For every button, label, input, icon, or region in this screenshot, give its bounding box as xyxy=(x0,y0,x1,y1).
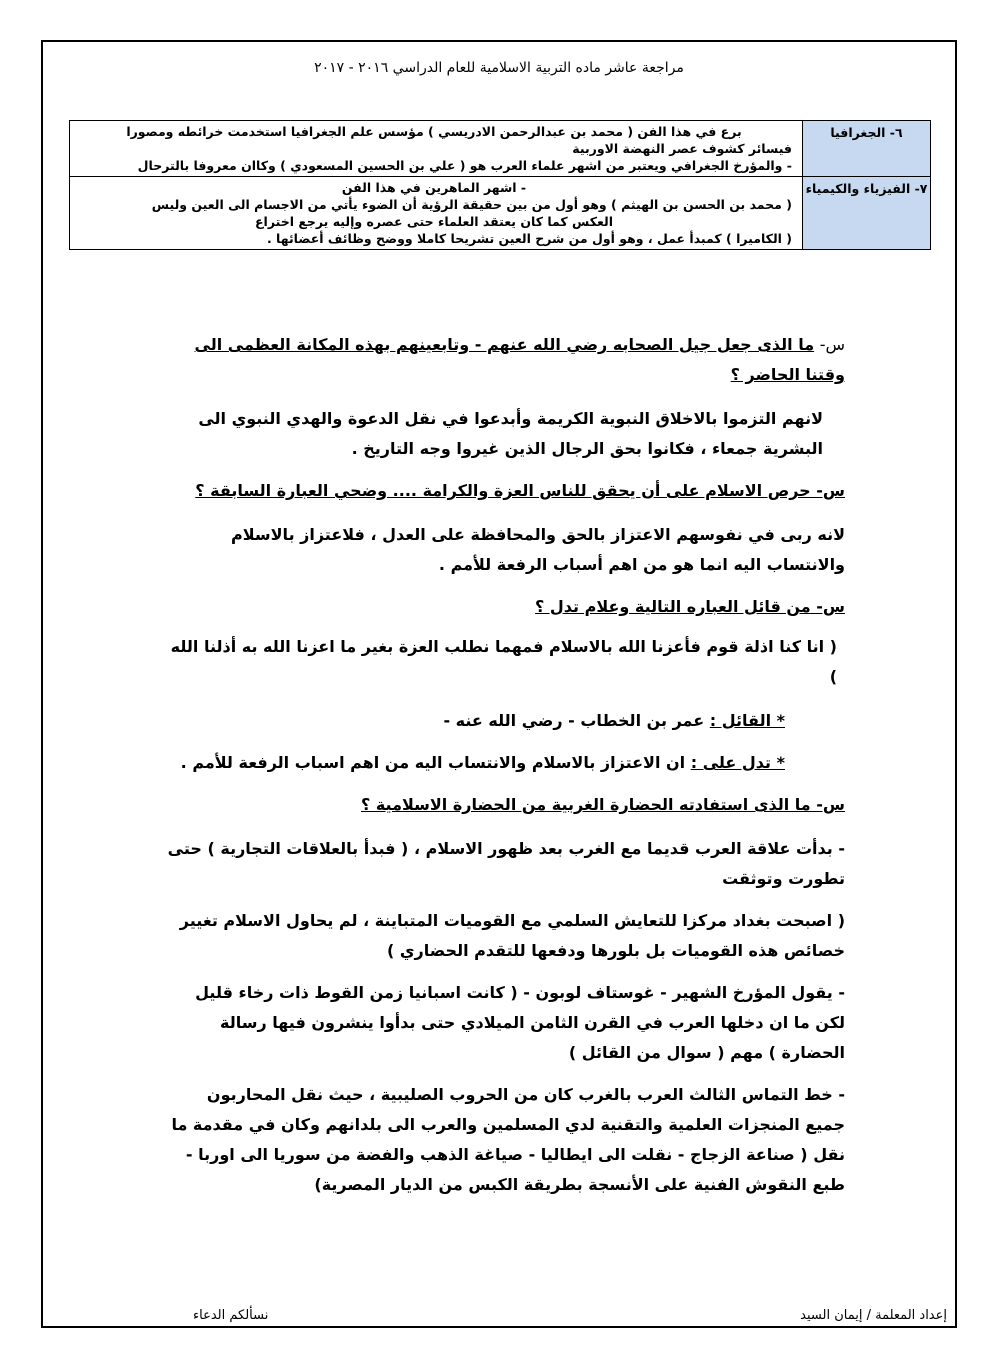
qa-section xyxy=(165,330,845,1200)
row-line: - والمؤرخ الجغرافي ويعتبر من اشهر علماء العرب هو ( علي بن الحسين المسعودي ) وكاان معروفا بالترحال xyxy=(137,158,792,173)
paragraph-1: - بدأت علاقة العرب قديما مع الغرب بعد ظهور الاسلام ، ( فبدأ بالعلاقات التجارية ) حتى تطورت وتوثقت xyxy=(167,839,845,888)
row-line: برع في هذا الفن ( محمد بن عبدالرحمن الادريسي ) مؤسس علم الجغرافيا استخدمت خرائطه ومصورا xyxy=(126,124,742,139)
answer-1: لانهم التزموا بالاخلاق النبوية الكريمة وأبدعوا في نقل الدعوة والهدي النبوي الى البشرية جمعاء ، فكانوا بحق الرجال الذين غيروا وجه التاريخ . xyxy=(198,409,823,458)
question-prefix: س- xyxy=(819,335,845,354)
question-1 xyxy=(165,330,845,390)
row-label: ٧- الفيزياء والكيمياء xyxy=(803,177,931,250)
sayer-label: * القائل : xyxy=(709,711,785,730)
question-4: س- ما الذى استفادته الحضارة الغربية من الحضارة الاسلامية ؟ xyxy=(361,795,845,814)
subjects-table xyxy=(69,120,931,250)
row-content xyxy=(70,121,803,177)
paragraph-2: ( اصبحت بغداد مركزا للتعايش السلمي مع القوميات المتباينة ، لم يحاول الاسلام تغيير خصائص هذه القوميات بل بلورها ودفعها للتقدم الحضاري ) xyxy=(179,911,845,960)
paragraph-3: - يقول المؤرخ الشهير - غوستاف لوبون - ( كانت اسبانيا زمن القوط ذات رخاء قليل لكن ما ان دخلها العرب في القرن الثامن الميلادي حتى بدأوا ينشرون فيها رسالة الحضارة ) مهم ( سوال من القائل ) xyxy=(195,983,845,1062)
row-line: - اشهر الماهرين في هذا الفن xyxy=(341,180,527,195)
meaning-line xyxy=(165,748,845,778)
page-frame xyxy=(41,40,957,1328)
meaning-text: ان الاعتزاز بالاسلام والانتساب اليه من اهم اسباب الرفعة للأمم . xyxy=(180,753,686,772)
question-text: ما الذى جعل جيل الصحابه رضي الله عنهم - وتابعينهم بهذه المكانة العظمى الى وقتنا الحاضر ؟ xyxy=(194,335,845,384)
row-line: العكس كما كان يعتقد العلماء حتى عصره وإليه يرجع اختراع xyxy=(255,214,613,229)
table-row xyxy=(70,121,931,177)
row-label: ٦- الجغرافيا xyxy=(803,121,931,177)
answer-2: لانه ربى في نفوسهم الاعتزاز بالحق والمحافظة على العدل ، فلاعتزاز بالاسلام والانتساب اليه انما هو من اهم أسباب الرفعة للأمم . xyxy=(231,525,845,574)
meaning-label: * تدل على : xyxy=(690,753,785,772)
sayer-line xyxy=(165,706,845,736)
row-line: فيسائر كشوف عصر النهضة الاوربية xyxy=(572,141,792,156)
row-content xyxy=(70,177,803,250)
paragraph-4: - خط التماس الثالث العرب بالغرب كان من الحروب الصليبية ، حيث نقل المحاربون جميع المنجزات العلمية والتقنية لدي المسلمين والعرب الى بلدانهم وكان في مقدمة ما نقل ( صناعة الزجاج - نقلت الى ايطاليا - صياغة الذهب والفضة من سوريا الى اوربا - طبع النقوش الفنية على الأنسجة بطريقة الكبس من الديار المصرية) xyxy=(171,1085,845,1194)
question-3: س- من قائل العباره التالية وعلام تدل ؟ xyxy=(535,597,845,616)
quote: ( انا كنا اذلة قوم فأعزنا الله بالاسلام فمهما نطلب العزة بغير ما اعزنا الله به أذلنا الله ) xyxy=(170,637,837,686)
teacher-credit: إعداد المعلمة / إيمان السيد xyxy=(800,1308,947,1323)
footer-prayer: نسألكم الدعاء xyxy=(193,1308,269,1323)
table-row xyxy=(70,177,931,250)
question-2: س- حرص الاسلام على أن يحقق للناس العزة والكرامة .... وضحي العبارة السابقة ؟ xyxy=(195,481,845,500)
page-header: مراجعة عاشر ماده التربية الاسلامية للعام الدراسي ٢٠١٦ - ٢٠١٧ xyxy=(314,60,684,76)
row-line: ( الكاميرا ) كمبدأ عمل ، وهو أول من شرح العين تشريحا كاملا ووضح وظائف أعضائها . xyxy=(266,231,792,246)
row-line: ( محمد بن الحسن بن الهيثم ) وهو أول من بين حقيقة الرؤية أن الضوء يأتي من الاجسام الى العين وليس xyxy=(151,197,792,212)
sayer-name: عمر بن الخطاب - رضي الله عنه - xyxy=(443,711,705,730)
